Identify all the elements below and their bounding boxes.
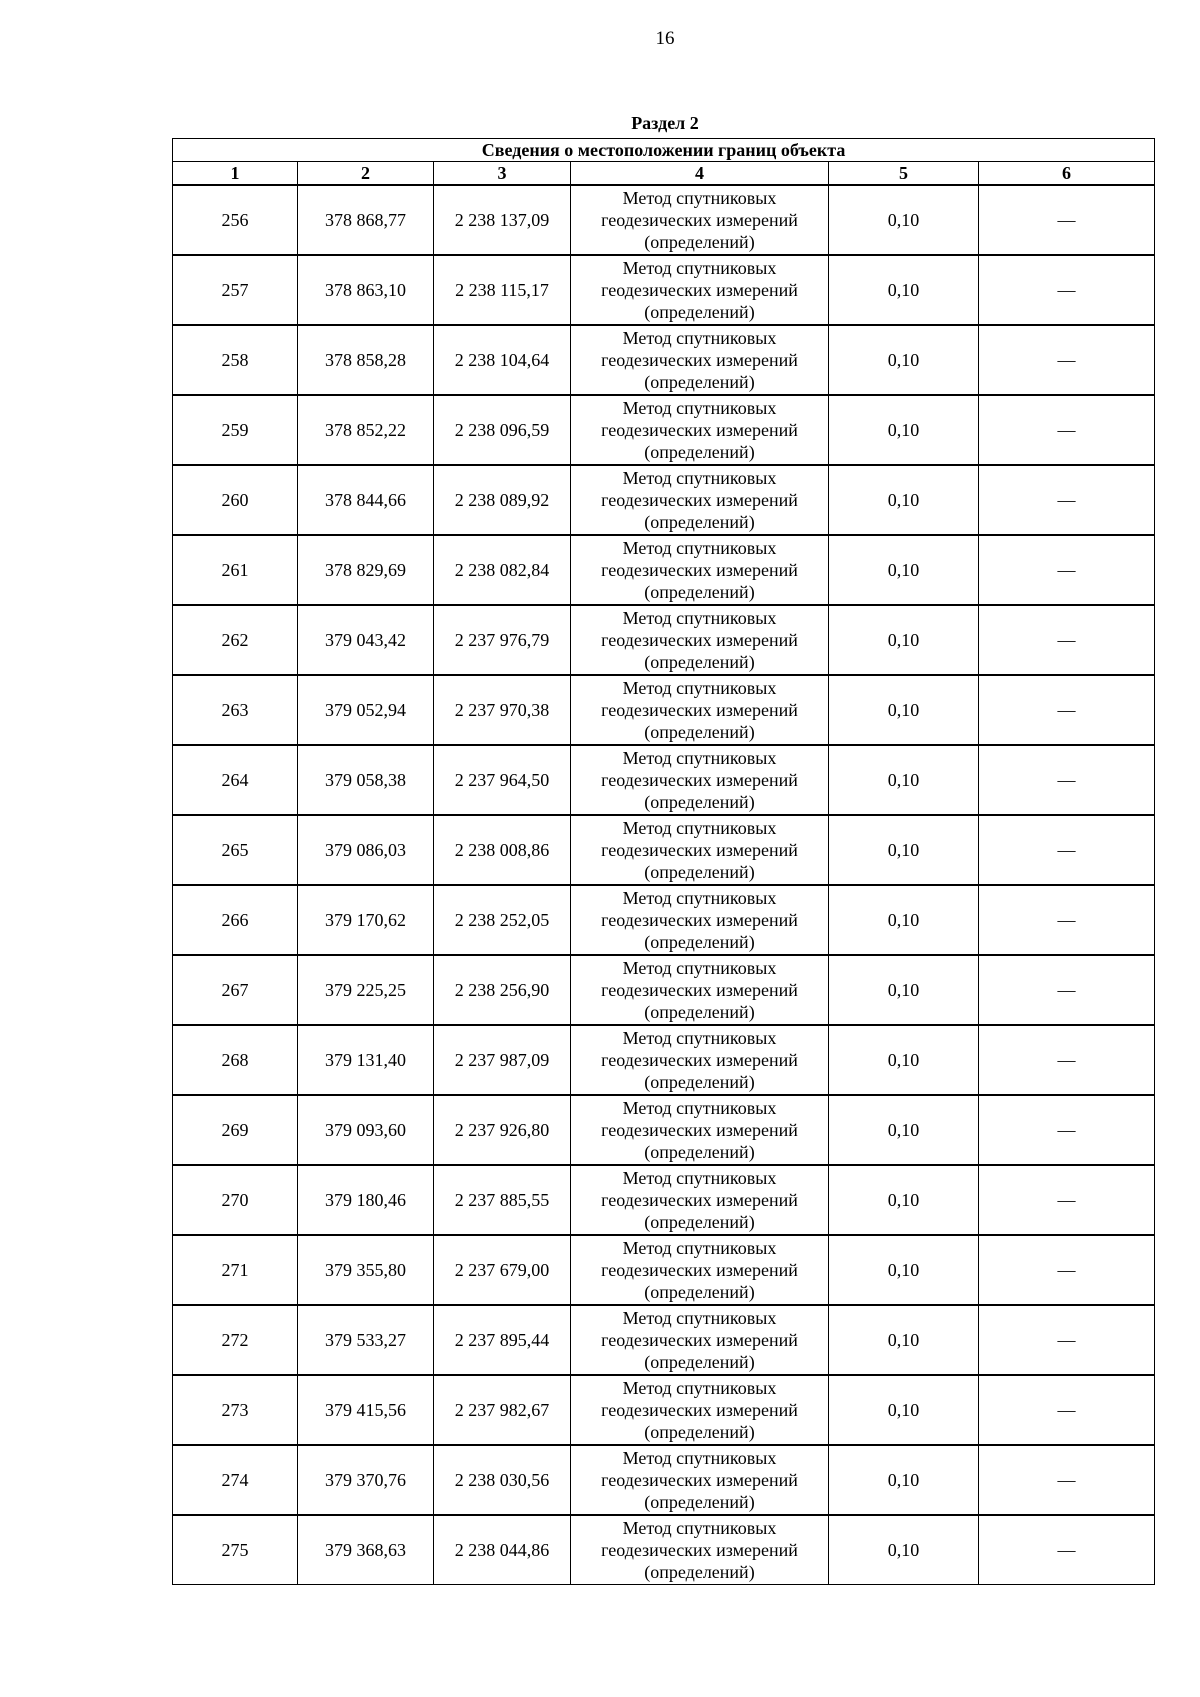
coordinate-x-cell: 379 043,42 bbox=[298, 605, 434, 675]
method-line: Метод спутниковых bbox=[622, 1308, 777, 1328]
point-number-cell: 269 bbox=[173, 1095, 298, 1165]
method-line: (определений) bbox=[644, 582, 755, 602]
method-line: геодезических измерений bbox=[601, 1260, 798, 1280]
coordinate-x-cell: 378 863,10 bbox=[298, 255, 434, 325]
method-line: Метод спутниковых bbox=[622, 468, 777, 488]
point-number-cell: 260 bbox=[173, 465, 298, 535]
method-line: геодезических измерений bbox=[601, 420, 798, 440]
point-number-cell: 261 bbox=[173, 535, 298, 605]
accuracy-cell: 0,10 bbox=[829, 535, 979, 605]
coordinate-x-cell: 379 093,60 bbox=[298, 1095, 434, 1165]
coordinate-y-cell: 2 238 008,86 bbox=[434, 815, 571, 885]
method-line: (определений) bbox=[644, 512, 755, 532]
method-line: геодезических измерений bbox=[601, 630, 798, 650]
coordinate-x-cell: 378 844,66 bbox=[298, 465, 434, 535]
method-cell bbox=[571, 1445, 829, 1515]
method-line: (определений) bbox=[644, 1212, 755, 1232]
table-caption: Сведения о местоположении границ объекта bbox=[173, 139, 1155, 162]
table-caption-row bbox=[173, 139, 1155, 162]
method-line: (определений) bbox=[644, 442, 755, 462]
note-cell: — bbox=[979, 1515, 1155, 1585]
method-line: Метод спутниковых bbox=[622, 1238, 777, 1258]
coordinate-x-cell: 379 225,25 bbox=[298, 955, 434, 1025]
coordinate-y-cell: 2 238 104,64 bbox=[434, 325, 571, 395]
point-number-cell: 273 bbox=[173, 1375, 298, 1445]
method-line: Метод спутниковых bbox=[622, 1098, 777, 1118]
table-row bbox=[173, 185, 1155, 255]
accuracy-cell: 0,10 bbox=[829, 1165, 979, 1235]
coordinate-y-cell: 2 237 970,38 bbox=[434, 675, 571, 745]
coordinate-y-cell: 2 238 256,90 bbox=[434, 955, 571, 1025]
method-line: (определений) bbox=[644, 862, 755, 882]
method-line: Метод спутниковых bbox=[622, 818, 777, 838]
column-header: 6 bbox=[979, 162, 1155, 186]
coordinate-x-cell: 378 858,28 bbox=[298, 325, 434, 395]
coordinate-y-cell: 2 238 044,86 bbox=[434, 1515, 571, 1585]
boundary-coordinates-table bbox=[172, 138, 1155, 1585]
table-header-row bbox=[173, 162, 1155, 186]
method-line: Метод спутниковых bbox=[622, 188, 777, 208]
point-number-cell: 268 bbox=[173, 1025, 298, 1095]
note-cell: — bbox=[979, 955, 1155, 1025]
method-line: геодезических измерений bbox=[601, 910, 798, 930]
method-line: геодезических измерений bbox=[601, 560, 798, 580]
method-line: (определений) bbox=[644, 1072, 755, 1092]
coordinate-y-cell: 2 238 137,09 bbox=[434, 185, 571, 255]
method-line: Метод спутниковых bbox=[622, 258, 777, 278]
method-cell bbox=[571, 1095, 829, 1165]
point-number-cell: 267 bbox=[173, 955, 298, 1025]
method-line: геодезических измерений bbox=[601, 1190, 798, 1210]
accuracy-cell: 0,10 bbox=[829, 1515, 979, 1585]
coordinate-x-cell: 379 180,46 bbox=[298, 1165, 434, 1235]
table-row bbox=[173, 325, 1155, 395]
point-number-cell: 266 bbox=[173, 885, 298, 955]
method-line: Метод спутниковых bbox=[622, 328, 777, 348]
point-number-cell: 275 bbox=[173, 1515, 298, 1585]
table-row bbox=[173, 605, 1155, 675]
section-title: Раздел 2 bbox=[631, 113, 699, 133]
table-row bbox=[173, 1375, 1155, 1445]
coordinate-x-cell: 378 852,22 bbox=[298, 395, 434, 465]
point-number-cell: 264 bbox=[173, 745, 298, 815]
accuracy-cell: 0,10 bbox=[829, 1095, 979, 1165]
page-number: 16 bbox=[655, 28, 675, 49]
coordinate-x-cell: 379 355,80 bbox=[298, 1235, 434, 1305]
method-cell bbox=[571, 675, 829, 745]
method-cell bbox=[571, 1375, 829, 1445]
table-row bbox=[173, 1515, 1155, 1585]
method-line: (определений) bbox=[644, 1282, 755, 1302]
note-cell: — bbox=[979, 1025, 1155, 1095]
method-line: геодезических измерений bbox=[601, 1050, 798, 1070]
table-row bbox=[173, 1025, 1155, 1095]
method-line: геодезических измерений bbox=[601, 280, 798, 300]
coordinate-y-cell: 2 238 030,56 bbox=[434, 1445, 571, 1515]
note-cell: — bbox=[979, 1165, 1155, 1235]
table-row bbox=[173, 1165, 1155, 1235]
method-line: Метод спутниковых bbox=[622, 1448, 777, 1468]
table-row bbox=[173, 1095, 1155, 1165]
method-line: Метод спутниковых bbox=[622, 1168, 777, 1188]
note-cell: — bbox=[979, 605, 1155, 675]
method-line: геодезических измерений bbox=[601, 980, 798, 1000]
method-line: геодезических измерений bbox=[601, 1120, 798, 1140]
method-line: (определений) bbox=[644, 1352, 755, 1372]
method-line: Метод спутниковых bbox=[622, 1378, 777, 1398]
coordinate-y-cell: 2 238 252,05 bbox=[434, 885, 571, 955]
method-cell bbox=[571, 885, 829, 955]
method-line: геодезических измерений bbox=[601, 1470, 798, 1490]
note-cell: — bbox=[979, 255, 1155, 325]
coordinate-y-cell: 2 238 115,17 bbox=[434, 255, 571, 325]
coordinate-y-cell: 2 237 964,50 bbox=[434, 745, 571, 815]
table-row bbox=[173, 465, 1155, 535]
method-cell bbox=[571, 465, 829, 535]
column-header: 4 bbox=[571, 162, 829, 186]
method-cell bbox=[571, 1515, 829, 1585]
method-cell bbox=[571, 605, 829, 675]
coordinate-y-cell: 2 237 976,79 bbox=[434, 605, 571, 675]
method-cell bbox=[571, 955, 829, 1025]
coordinate-y-cell: 2 238 096,59 bbox=[434, 395, 571, 465]
table-row bbox=[173, 885, 1155, 955]
note-cell: — bbox=[979, 745, 1155, 815]
accuracy-cell: 0,10 bbox=[829, 955, 979, 1025]
coordinate-x-cell: 379 370,76 bbox=[298, 1445, 434, 1515]
method-line: (определений) bbox=[644, 932, 755, 952]
point-number-cell: 263 bbox=[173, 675, 298, 745]
table-row bbox=[173, 955, 1155, 1025]
coordinate-x-cell: 379 086,03 bbox=[298, 815, 434, 885]
column-header: 3 bbox=[434, 162, 571, 186]
coordinate-y-cell: 2 237 982,67 bbox=[434, 1375, 571, 1445]
coordinate-y-cell: 2 237 885,55 bbox=[434, 1165, 571, 1235]
table-row bbox=[173, 535, 1155, 605]
table-row bbox=[173, 1305, 1155, 1375]
note-cell: — bbox=[979, 395, 1155, 465]
method-line: (определений) bbox=[644, 1142, 755, 1162]
table-row bbox=[173, 815, 1155, 885]
method-line: геодезических измерений bbox=[601, 700, 798, 720]
method-line: Метод спутниковых bbox=[622, 608, 777, 628]
method-line: (определений) bbox=[644, 1492, 755, 1512]
point-number-cell: 257 bbox=[173, 255, 298, 325]
point-number-cell: 256 bbox=[173, 185, 298, 255]
method-line: Метод спутниковых bbox=[622, 538, 777, 558]
accuracy-cell: 0,10 bbox=[829, 605, 979, 675]
method-line: геодезических измерений bbox=[601, 1400, 798, 1420]
method-line: Метод спутниковых bbox=[622, 748, 777, 768]
note-cell: — bbox=[979, 325, 1155, 395]
coordinate-y-cell: 2 237 679,00 bbox=[434, 1235, 571, 1305]
coordinate-x-cell: 379 058,38 bbox=[298, 745, 434, 815]
point-number-cell: 262 bbox=[173, 605, 298, 675]
accuracy-cell: 0,10 bbox=[829, 1375, 979, 1445]
coordinate-x-cell: 379 415,56 bbox=[298, 1375, 434, 1445]
method-line: Метод спутниковых bbox=[622, 888, 777, 908]
method-line: (определений) bbox=[644, 1422, 755, 1442]
method-cell bbox=[571, 535, 829, 605]
point-number-cell: 270 bbox=[173, 1165, 298, 1235]
method-line: геодезических измерений bbox=[601, 490, 798, 510]
point-number-cell: 259 bbox=[173, 395, 298, 465]
method-cell bbox=[571, 1165, 829, 1235]
coordinate-y-cell: 2 237 987,09 bbox=[434, 1025, 571, 1095]
coordinate-x-cell: 379 368,63 bbox=[298, 1515, 434, 1585]
method-line: (определений) bbox=[644, 792, 755, 812]
note-cell: — bbox=[979, 1095, 1155, 1165]
method-line: (определений) bbox=[644, 302, 755, 322]
accuracy-cell: 0,10 bbox=[829, 1235, 979, 1305]
coordinate-x-cell: 378 829,69 bbox=[298, 535, 434, 605]
accuracy-cell: 0,10 bbox=[829, 1025, 979, 1095]
table-row bbox=[173, 255, 1155, 325]
accuracy-cell: 0,10 bbox=[829, 885, 979, 955]
method-line: (определений) bbox=[644, 372, 755, 392]
method-cell bbox=[571, 255, 829, 325]
method-line: Метод спутниковых bbox=[622, 678, 777, 698]
coordinate-x-cell: 379 052,94 bbox=[298, 675, 434, 745]
point-number-cell: 265 bbox=[173, 815, 298, 885]
method-line: геодезических измерений bbox=[601, 1330, 798, 1350]
method-line: (определений) bbox=[644, 232, 755, 252]
method-cell bbox=[571, 745, 829, 815]
point-number-cell: 258 bbox=[173, 325, 298, 395]
coordinate-y-cell: 2 238 089,92 bbox=[434, 465, 571, 535]
table-row bbox=[173, 1445, 1155, 1515]
table-row bbox=[173, 1235, 1155, 1305]
method-line: Метод спутниковых bbox=[622, 958, 777, 978]
method-line: Метод спутниковых bbox=[622, 1028, 777, 1048]
column-header: 1 bbox=[173, 162, 298, 186]
coordinate-x-cell: 379 533,27 bbox=[298, 1305, 434, 1375]
accuracy-cell: 0,10 bbox=[829, 745, 979, 815]
accuracy-cell: 0,10 bbox=[829, 465, 979, 535]
coordinate-y-cell: 2 238 082,84 bbox=[434, 535, 571, 605]
point-number-cell: 271 bbox=[173, 1235, 298, 1305]
note-cell: — bbox=[979, 1305, 1155, 1375]
coordinate-x-cell: 378 868,77 bbox=[298, 185, 434, 255]
note-cell: — bbox=[979, 1375, 1155, 1445]
method-line: геодезических измерений bbox=[601, 1540, 798, 1560]
method-line: (определений) bbox=[644, 1562, 755, 1582]
method-cell bbox=[571, 815, 829, 885]
method-line: геодезических измерений bbox=[601, 210, 798, 230]
note-cell: — bbox=[979, 885, 1155, 955]
note-cell: — bbox=[979, 535, 1155, 605]
coordinate-y-cell: 2 237 895,44 bbox=[434, 1305, 571, 1375]
method-line: Метод спутниковых bbox=[622, 398, 777, 418]
method-line: геодезических измерений bbox=[601, 840, 798, 860]
accuracy-cell: 0,10 bbox=[829, 325, 979, 395]
accuracy-cell: 0,10 bbox=[829, 815, 979, 885]
note-cell: — bbox=[979, 465, 1155, 535]
method-line: геодезических измерений bbox=[601, 350, 798, 370]
method-line: (определений) bbox=[644, 722, 755, 742]
table-row bbox=[173, 745, 1155, 815]
method-line: (определений) bbox=[644, 652, 755, 672]
method-cell bbox=[571, 1305, 829, 1375]
point-number-cell: 272 bbox=[173, 1305, 298, 1375]
method-line: (определений) bbox=[644, 1002, 755, 1022]
note-cell: — bbox=[979, 185, 1155, 255]
coordinate-x-cell: 379 131,40 bbox=[298, 1025, 434, 1095]
method-cell bbox=[571, 1025, 829, 1095]
table-row bbox=[173, 395, 1155, 465]
note-cell: — bbox=[979, 1235, 1155, 1305]
coordinate-x-cell: 379 170,62 bbox=[298, 885, 434, 955]
accuracy-cell: 0,10 bbox=[829, 1305, 979, 1375]
note-cell: — bbox=[979, 815, 1155, 885]
method-cell bbox=[571, 185, 829, 255]
accuracy-cell: 0,10 bbox=[829, 255, 979, 325]
accuracy-cell: 0,10 bbox=[829, 675, 979, 745]
column-header: 2 bbox=[298, 162, 434, 186]
method-cell bbox=[571, 1235, 829, 1305]
note-cell: — bbox=[979, 675, 1155, 745]
accuracy-cell: 0,10 bbox=[829, 185, 979, 255]
coordinate-y-cell: 2 237 926,80 bbox=[434, 1095, 571, 1165]
note-cell: — bbox=[979, 1445, 1155, 1515]
method-line: Метод спутниковых bbox=[622, 1518, 777, 1538]
method-cell bbox=[571, 395, 829, 465]
method-line: геодезических измерений bbox=[601, 770, 798, 790]
table-body bbox=[173, 185, 1155, 1585]
method-cell bbox=[571, 325, 829, 395]
point-number-cell: 274 bbox=[173, 1445, 298, 1515]
table-row bbox=[173, 675, 1155, 745]
accuracy-cell: 0,10 bbox=[829, 1445, 979, 1515]
accuracy-cell: 0,10 bbox=[829, 395, 979, 465]
column-header: 5 bbox=[829, 162, 979, 186]
